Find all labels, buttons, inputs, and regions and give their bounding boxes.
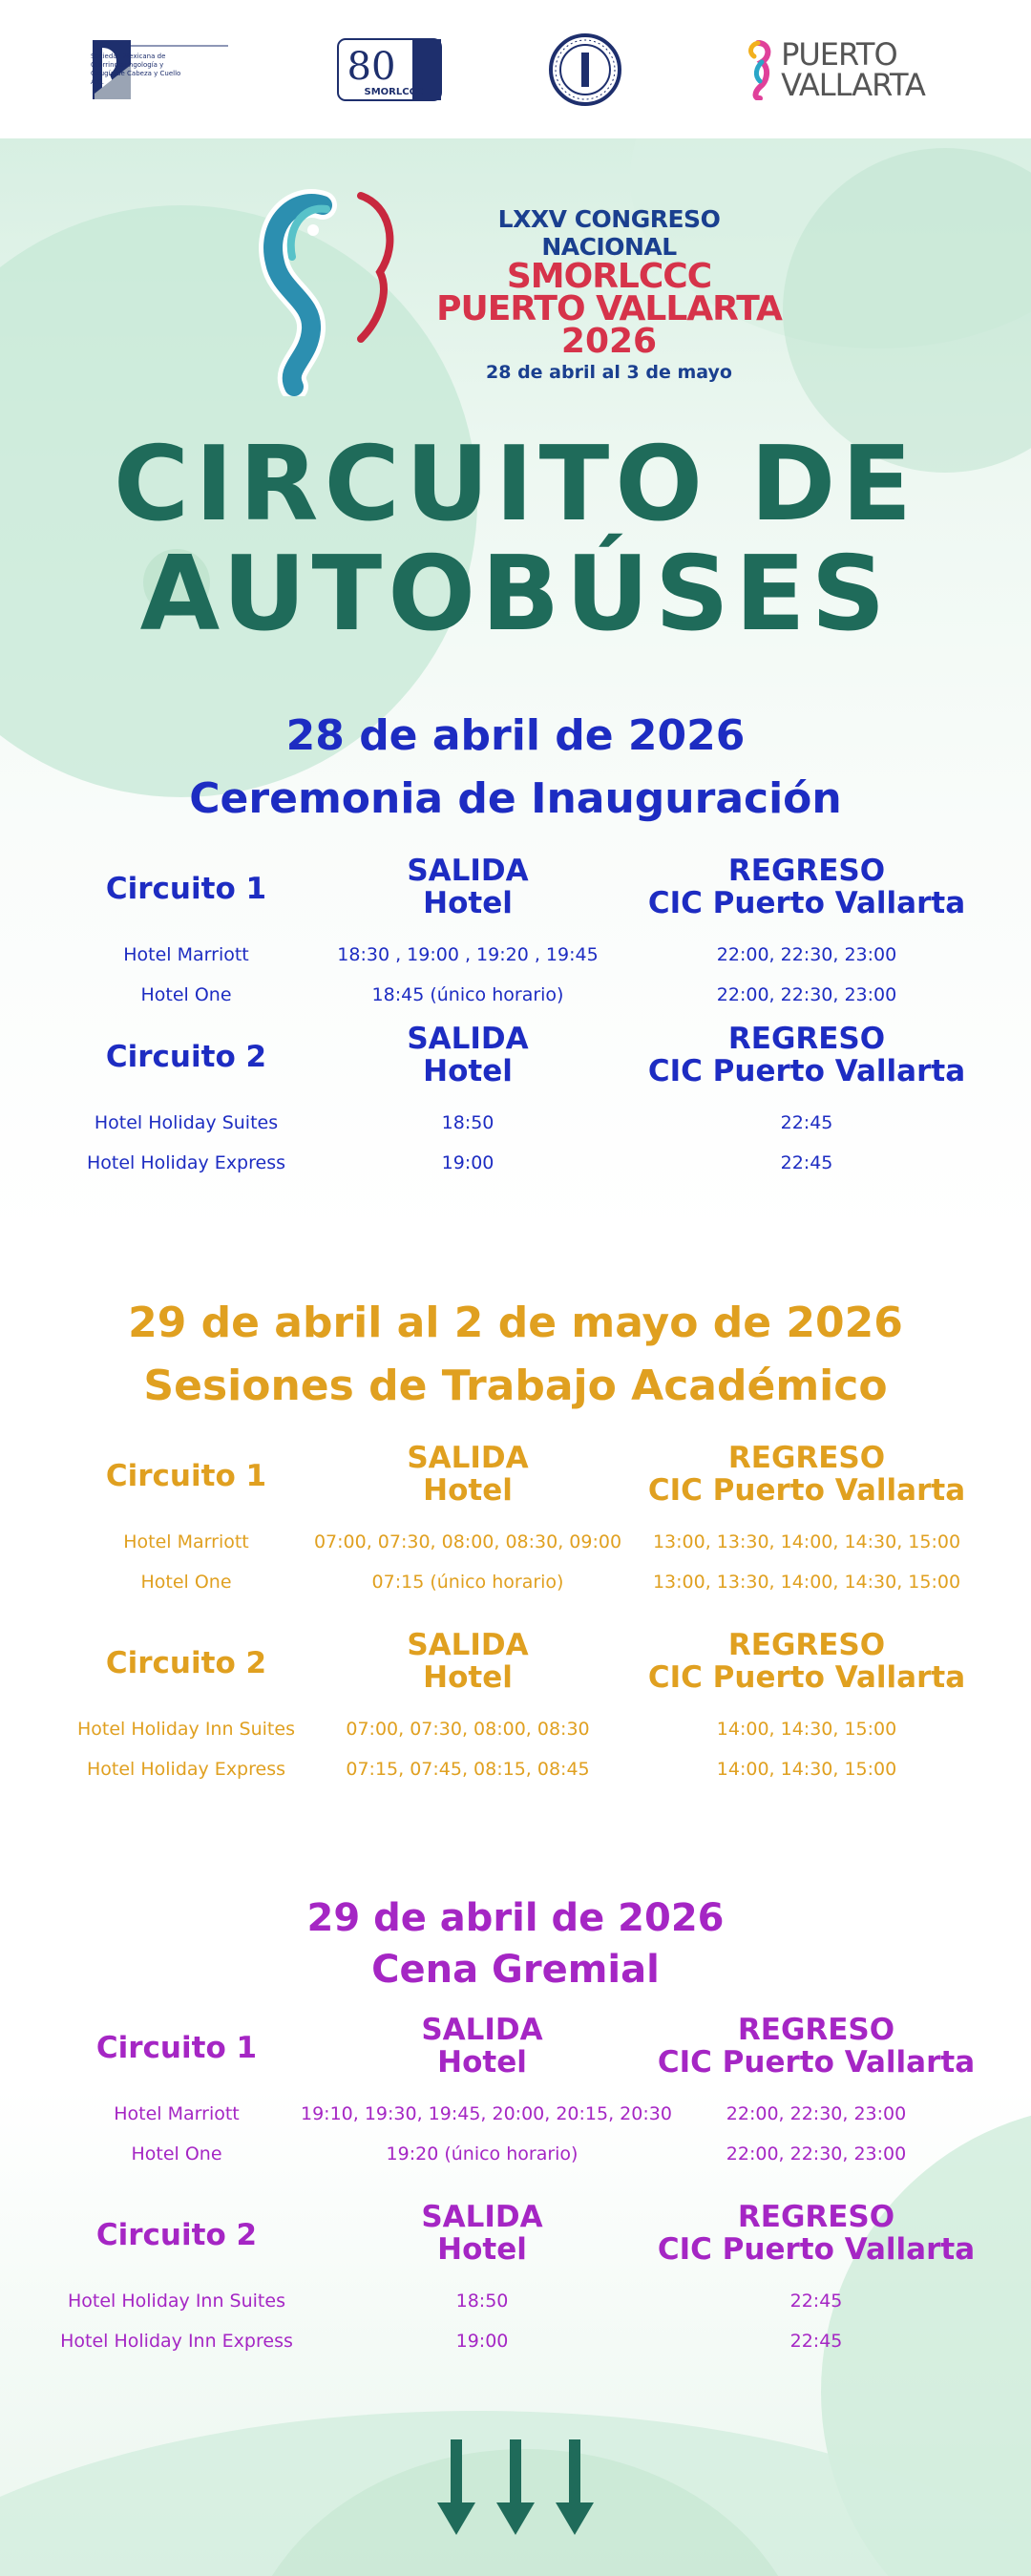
salida-header: SALIDA Hotel xyxy=(407,1022,529,1088)
regreso-times: 22:45 xyxy=(789,2291,843,2312)
regreso-header: REGRESO CIC Puerto Vallarta xyxy=(657,2200,976,2267)
anniversary-text: SMORLCCC xyxy=(364,86,424,97)
schedule-section-inauguration xyxy=(0,711,1031,1173)
table-row xyxy=(0,2103,1031,2132)
salida-times: 18:50 xyxy=(455,2291,509,2312)
page-title-line2: AUTOBÚSES xyxy=(139,535,892,654)
poster xyxy=(0,138,1031,2576)
salida-times: 19:00 xyxy=(455,2331,509,2352)
congress-society: SMORLCCC xyxy=(506,257,712,296)
hotel-name: Hotel Holiday Suites xyxy=(94,1112,279,1133)
circuit-name: Circuito 2 xyxy=(105,1040,267,1074)
hotel-name: Hotel Holiday Inn Suites xyxy=(68,2291,285,2312)
seal-logo xyxy=(547,32,623,108)
section-event: Sesiones de Trabajo Académico xyxy=(143,1362,888,1410)
schedule-section-academic xyxy=(0,1299,1031,1780)
seahorse-face-icon xyxy=(246,177,418,396)
salida-times: 07:00, 07:30, 08:00, 08:30, 09:00 xyxy=(313,1531,622,1552)
table-row xyxy=(0,2143,1031,2172)
congress-city: PUERTO VALLARTA xyxy=(436,289,782,328)
hotel-name: Hotel Holiday Inn Suites xyxy=(77,1719,295,1740)
table-row xyxy=(0,1152,1031,1181)
80-anniversary-logo xyxy=(332,32,447,108)
smorlccc-society-logo xyxy=(89,27,232,113)
salida-times: 18:50 xyxy=(441,1112,494,1133)
section-event: Ceremonia de Inauguración xyxy=(189,774,842,823)
puerto-vallarta-logo xyxy=(724,32,943,108)
regreso-times: 13:00, 13:30, 14:00, 14:30, 15:00 xyxy=(652,1572,961,1593)
regreso-times: 22:00, 22:30, 23:00 xyxy=(716,944,897,965)
hotel-name: Hotel One xyxy=(131,2143,222,2164)
salida-times: 19:20 (único horario) xyxy=(386,2143,579,2164)
regreso-times: 13:00, 13:30, 14:00, 14:30, 15:00 xyxy=(652,1531,961,1552)
circuit-name: Circuito 2 xyxy=(95,2218,258,2252)
congress-year: 2026 xyxy=(560,322,658,361)
circuit-name: Circuito 1 xyxy=(105,872,267,906)
seahorse-icon xyxy=(741,39,775,100)
regreso-times: 14:00, 14:30, 15:00 xyxy=(716,1759,897,1780)
regreso-times: 22:00, 22:30, 23:00 xyxy=(726,2103,907,2124)
regreso-times: 14:00, 14:30, 15:00 xyxy=(716,1719,897,1740)
hotel-name: Hotel Holiday Inn Express xyxy=(60,2331,293,2352)
table-row xyxy=(0,984,1031,1013)
salida-times: 07:00, 07:30, 08:00, 08:30 xyxy=(346,1719,590,1740)
section-event: Cena Gremial xyxy=(371,1948,660,1992)
regreso-times: 22:45 xyxy=(789,2331,843,2352)
table-row xyxy=(0,1112,1031,1141)
table-row xyxy=(0,1759,1031,1787)
regreso-times: 22:45 xyxy=(780,1152,833,1173)
hotel-name: Hotel One xyxy=(140,1572,232,1593)
circuit-name: Circuito 1 xyxy=(105,1459,267,1493)
table-row xyxy=(0,1531,1031,1560)
hotel-name: Hotel Holiday Express xyxy=(86,1152,286,1173)
down-arrows-icon xyxy=(430,2439,601,2554)
regreso-header: REGRESO CIC Puerto Vallarta xyxy=(657,2013,976,2080)
table-row xyxy=(0,1572,1031,1600)
congress-logo xyxy=(246,177,785,396)
sponsor-logo-bar xyxy=(0,0,1031,138)
table-row xyxy=(0,944,1031,973)
section-date: 29 de abril al 2 de mayo de 2026 xyxy=(128,1299,903,1347)
section-date: 28 de abril de 2026 xyxy=(285,711,746,760)
salida-header: SALIDA Hotel xyxy=(407,1441,529,1508)
circuit-name: Circuito 1 xyxy=(95,2031,258,2065)
congress-name: LXXV CONGRESO NACIONAL xyxy=(497,205,721,261)
salida-header: SALIDA Hotel xyxy=(421,2013,543,2080)
regreso-header: REGRESO CIC Puerto Vallarta xyxy=(647,1022,966,1088)
hotel-name: Hotel Marriott xyxy=(123,1531,249,1552)
hotel-name: Hotel Marriott xyxy=(123,944,249,965)
congress-dates: 28 de abril al 3 de mayo xyxy=(486,362,732,383)
salida-times: 19:00 xyxy=(441,1152,494,1173)
table-row xyxy=(0,2331,1031,2359)
table-row xyxy=(0,2291,1031,2319)
puerto-vallarta-logo-text: PUERTO VALLARTA xyxy=(781,35,925,103)
salida-times: 07:15, 07:45, 08:15, 08:45 xyxy=(346,1759,590,1780)
schedule-section-dinner xyxy=(0,1895,1031,2352)
regreso-header: REGRESO CIC Puerto Vallarta xyxy=(647,1441,966,1508)
salida-times: 19:10, 19:30, 19:45, 20:00, 20:15, 20:30 xyxy=(301,2103,672,2124)
regreso-times: 22:00, 22:30, 23:00 xyxy=(726,2143,907,2164)
salida-header: SALIDA Hotel xyxy=(421,2200,543,2267)
hotel-name: Hotel One xyxy=(140,984,232,1005)
smo-logo-text: Sociedad Mexicana de Otorrinolaringología y Cirugía de Cabeza y Cuello A.C. xyxy=(91,53,181,86)
congress-logo-text xyxy=(428,177,790,383)
salida-times: 18:45 (único horario) xyxy=(371,984,564,1005)
page-title-line1: CIRCUITO DE xyxy=(113,425,918,544)
regreso-times: 22:45 xyxy=(780,1112,833,1133)
hotel-name: Hotel Holiday Express xyxy=(86,1759,286,1780)
section-date: 29 de abril de 2026 xyxy=(306,1896,725,1940)
hotel-name: Hotel Marriott xyxy=(114,2103,240,2124)
anniversary-number: 80 xyxy=(347,44,396,89)
salida-times: 18:30 , 19:00 , 19:20 , 19:45 xyxy=(337,944,599,965)
salida-times: 07:15 (único horario) xyxy=(371,1572,564,1593)
regreso-times: 22:00, 22:30, 23:00 xyxy=(716,984,897,1005)
regreso-header: REGRESO CIC Puerto Vallarta xyxy=(647,1628,966,1695)
salida-header: SALIDA Hotel xyxy=(407,1628,529,1695)
salida-header: SALIDA Hotel xyxy=(407,854,529,920)
regreso-header: REGRESO CIC Puerto Vallarta xyxy=(647,854,966,920)
table-row xyxy=(0,1719,1031,1747)
circuit-name: Circuito 2 xyxy=(105,1646,267,1680)
